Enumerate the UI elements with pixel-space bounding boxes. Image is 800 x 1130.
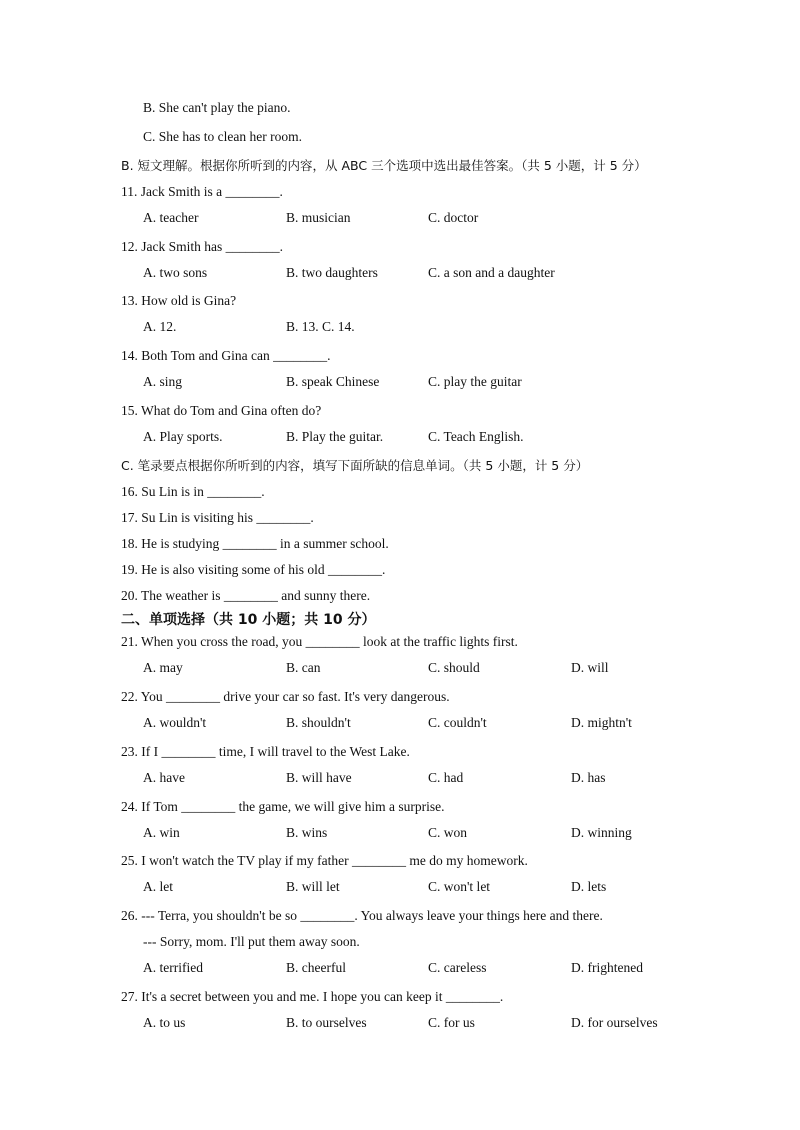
question-12-option-a: A. two sons <box>143 265 208 280</box>
question-21-option-d: D. will <box>571 660 609 675</box>
item-16: 16. Su Lin is in ________. <box>121 484 265 499</box>
question-23-option-c: C. had <box>428 770 464 785</box>
item-20: 20. The weather is ________ and sunny there. <box>121 588 371 603</box>
question-25-option-b: B. will let <box>286 879 340 894</box>
question-11-stem: 11. Jack Smith is a ________. <box>121 184 283 199</box>
question-12-option-c: C. a son and a daughter <box>428 265 555 280</box>
option-c-prev: C. She has to clean her room. <box>143 129 302 144</box>
question-23-stem: 23. If I ________ time, I will travel to the West Lake. <box>121 744 410 759</box>
section-b-instruction: B. 短文理解。根据你所听到的内容，从 ABC 三个选项中选出最佳答案。（共 5 小题，计 5 分） <box>121 158 647 173</box>
question-24-option-a: A. win <box>143 825 180 840</box>
question-13-option-a: A. 12. <box>143 319 177 334</box>
question-23-option-b: B. will have <box>286 770 352 785</box>
question-25-option-d: D. lets <box>571 879 607 894</box>
part2-heading: 二、单项选择（共 10 小题；共 10 分） <box>121 612 376 628</box>
question-26-option-a: A. terrified <box>143 960 203 975</box>
question-27-option-b: B. to ourselves <box>286 1015 367 1030</box>
question-24-option-b: B. wins <box>286 825 328 840</box>
item-18: 18. He is studying ________ in a summer school. <box>121 536 389 551</box>
question-24-option-d: D. winning <box>571 825 632 840</box>
question-23-option-d: D. has <box>571 770 606 785</box>
question-27-option-c: C. for us <box>428 1015 475 1030</box>
question-14-option-a: A. sing <box>143 374 183 389</box>
item-19: 19. He is also visiting some of his old ________. <box>121 562 386 577</box>
question-26-option-d: D. frightened <box>571 960 643 975</box>
question-21-option-b: B. can <box>286 660 321 675</box>
question-15-option-b: B. Play the guitar. <box>286 429 384 444</box>
question-14-option-b: B. speak Chinese <box>286 374 380 389</box>
question-14-stem: 14. Both Tom and Gina can ________. <box>121 348 331 363</box>
question-11-option-c: C. doctor <box>428 210 479 225</box>
question-11-option-a: A. teacher <box>143 210 199 225</box>
question-25-option-c: C. won't let <box>428 879 491 894</box>
question-22-option-c: C. couldn't <box>428 715 487 730</box>
question-26-option-c: C. careless <box>428 960 487 975</box>
question-15-option-a: A. Play sports. <box>143 429 223 444</box>
question-14-option-c: C. play the guitar <box>428 374 522 389</box>
question-13-stem: 13. How old is Gina? <box>121 293 237 308</box>
question-15-stem: 15. What do Tom and Gina often do? <box>121 403 322 418</box>
question-21-option-a: A. may <box>143 660 183 675</box>
question-22-option-d: D. mightn't <box>571 715 632 730</box>
option-b-prev: B. She can't play the piano. <box>143 100 291 115</box>
question-22-option-b: B. shouldn't <box>286 715 351 730</box>
question-26-option-b: B. cheerful <box>286 960 346 975</box>
question-21-option-c: C. should <box>428 660 480 675</box>
question-11-option-b: B. musician <box>286 210 351 225</box>
question-15-option-c: C. Teach English. <box>428 429 524 444</box>
question-13-option-b: B. 13. C. 14. <box>286 319 355 334</box>
question-24-option-c: C. won <box>428 825 468 840</box>
question-22-option-a: A. wouldn't <box>143 715 207 730</box>
section-c-instruction: C. 笔录要点根据你所听到的内容，填写下面所缺的信息单词。（共 5 小题，计 5 分） <box>121 458 589 473</box>
question-25-option-a: A. let <box>143 879 173 894</box>
question-12-stem: 12. Jack Smith has ________. <box>121 239 283 254</box>
question-27-option-a: A. to us <box>143 1015 186 1030</box>
question-27-option-d: D. for ourselves <box>571 1015 658 1030</box>
question-23-option-a: A. have <box>143 770 185 785</box>
question-21-stem: 21. When you cross the road, you ________ look at the traffic lights first. <box>121 634 518 649</box>
item-17: 17. Su Lin is visiting his ________. <box>121 510 314 525</box>
question-26-stem-reply: --- Sorry, mom. I'll put them away soon. <box>143 934 360 949</box>
question-22-stem: 22. You ________ drive your car so fast. It's very dangerous. <box>121 689 450 704</box>
question-25-stem: 25. I won't watch the TV play if my father ________ me do my homework. <box>121 853 528 868</box>
question-12-option-b: B. two daughters <box>286 265 378 280</box>
question-24-stem: 24. If Tom ________ the game, we will give him a surprise. <box>121 799 445 814</box>
question-26-stem: 26. --- Terra, you shouldn't be so ________. You always leave your things here and there. <box>121 908 603 923</box>
question-27-stem: 27. It's a secret between you and me. I hope you can keep it ________. <box>121 989 504 1004</box>
